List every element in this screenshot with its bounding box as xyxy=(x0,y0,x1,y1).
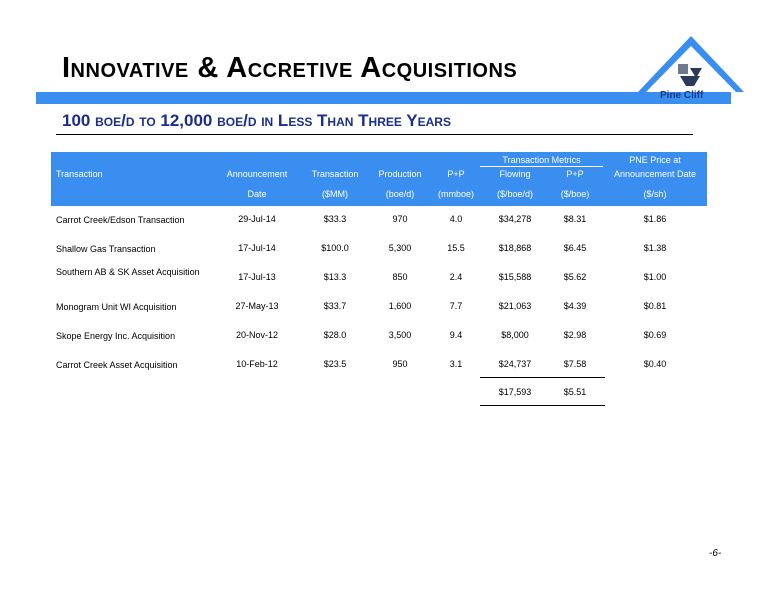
table-row-value: $100.0 xyxy=(321,243,349,253)
header-announcement: Announcement xyxy=(226,169,288,179)
table-row-pp-boe: $2.98 xyxy=(563,330,587,340)
header-mm: ($MM) xyxy=(322,189,348,199)
table-row-price: $0.81 xyxy=(643,301,667,311)
table-row-price: $1.86 xyxy=(643,214,667,224)
table-row-date: 29-Jul-14 xyxy=(238,214,276,224)
header-pp: P+P xyxy=(447,169,465,179)
table-row-production: 5,300 xyxy=(388,243,412,253)
header-flowing: Flowing xyxy=(499,169,531,179)
table-row-value: $28.0 xyxy=(323,330,347,340)
subtitle: 100 boe/d to 12,000 boe/d in Less Than Three Years xyxy=(62,111,451,130)
header-per-boed: ($/boe/d) xyxy=(496,189,534,199)
header-pne-price-2: Announcement Date xyxy=(613,169,697,179)
table-row-date: 17-Jul-13 xyxy=(238,272,276,282)
table-row-date: 10-Feb-12 xyxy=(236,359,278,369)
table-row-value: $33.3 xyxy=(323,214,347,224)
header-boed: (boe/d) xyxy=(385,189,415,199)
header-transaction: Transaction xyxy=(56,169,103,179)
table-row-flowing: $24,737 xyxy=(498,359,532,369)
table-row-flowing: $8,000 xyxy=(501,330,529,340)
page-title: Innovative & Accretive Acquisitions xyxy=(62,52,518,84)
table-row-value: $23.5 xyxy=(323,359,347,369)
header-per-boe: ($/boe) xyxy=(560,189,590,199)
table-row-pp: 3.1 xyxy=(449,359,463,369)
table-row-date: 20-Nov-12 xyxy=(235,330,279,340)
table-row-date: 27-May-13 xyxy=(235,301,279,311)
table-row-value: $13.3 xyxy=(323,272,347,282)
table-row-flowing: $18,868 xyxy=(498,243,532,253)
table-row-transaction: Monogram Unit WI Acquisition xyxy=(56,302,177,312)
table-row-flowing: $34,278 xyxy=(498,214,532,224)
header-production: Production xyxy=(378,169,422,179)
header-per-sh: ($/sh) xyxy=(643,189,667,199)
page-number: -6- xyxy=(709,548,722,559)
header-pp-boe: P+P xyxy=(566,169,584,179)
table-row-pp-boe: $8.31 xyxy=(563,214,587,224)
table-row-date: 17-Jul-14 xyxy=(238,243,276,253)
table-row-production: 970 xyxy=(392,214,408,224)
total-flowing: $17,593 xyxy=(498,387,532,397)
table-row-pp: 15.5 xyxy=(447,243,465,253)
table-row-price: $1.00 xyxy=(643,272,667,282)
table-row-pp-boe: $5.62 xyxy=(563,272,587,282)
header-pne-price-1: PNE Price at xyxy=(629,155,681,165)
table-row-pp-boe: $4.39 xyxy=(563,301,587,311)
table-row-pp: 4.0 xyxy=(449,214,463,224)
table-row-flowing: $21,063 xyxy=(498,301,532,311)
logo-text: Pine Cliff xyxy=(660,90,704,101)
table-row-pp: 2.4 xyxy=(449,272,463,282)
table-row-price: $0.40 xyxy=(643,359,667,369)
metrics-divider xyxy=(480,166,603,167)
table-row-flowing: $15,588 xyxy=(498,272,532,282)
table-row-value: $33.7 xyxy=(323,301,347,311)
table-row-transaction: Shallow Gas Transaction xyxy=(56,244,156,254)
totals-bottom-rule xyxy=(480,405,605,406)
table-row-pp: 9.4 xyxy=(449,330,463,340)
header-transaction-value: Transaction xyxy=(311,169,359,179)
table-row-transaction: Carrot Creek Asset Acquisition xyxy=(56,360,178,370)
total-pp-boe: $5.51 xyxy=(563,387,587,397)
table-row-production: 950 xyxy=(392,359,408,369)
header-transaction-metrics: Transaction Metrics xyxy=(502,155,581,165)
table-row-pp: 7.7 xyxy=(449,301,463,311)
table-row-transaction: Skope Energy Inc. Acquisition xyxy=(56,331,176,341)
table-row-production: 1,600 xyxy=(388,301,412,311)
totals-top-rule xyxy=(480,377,605,378)
subtitle-divider xyxy=(56,134,693,135)
table-row-transaction: Carrot Creek/Edson Transaction xyxy=(56,215,185,225)
table-row-transaction: Southern AB & SK Asset Acquisition xyxy=(56,267,200,277)
table-row-production: 850 xyxy=(392,272,408,282)
table-row-price: $0.69 xyxy=(643,330,667,340)
table-row-price: $1.38 xyxy=(643,243,667,253)
title-accent-bar xyxy=(36,92,731,104)
header-mmboe: (mmboe) xyxy=(437,189,474,199)
table-row-production: 3,500 xyxy=(388,330,412,340)
table-row-pp-boe: $6.45 xyxy=(563,243,587,253)
table-row-pp-boe: $7.58 xyxy=(563,359,587,369)
header-date: Date xyxy=(247,189,267,199)
